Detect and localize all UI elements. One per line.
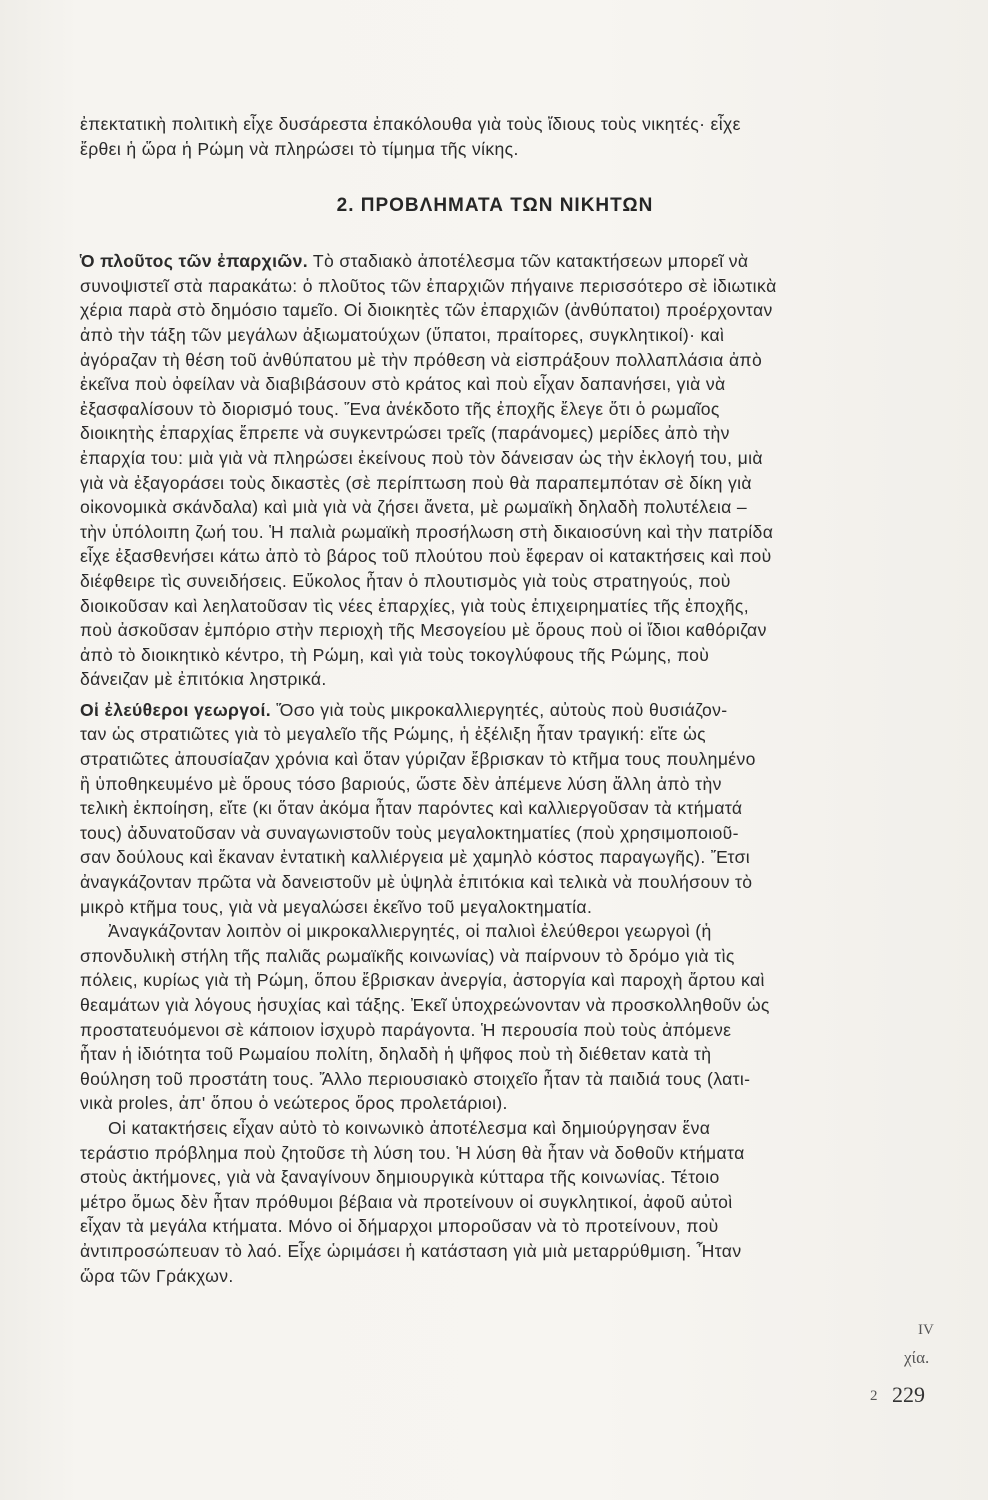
paragraph-wealth-of-provinces <box>80 249 910 692</box>
text-line: Ἀναγκάζονταν λοιπὸν οἱ μικροκαλλιεργητές, οἱ παλιοὶ ἐλεύθεροι γεωργοὶ (ἡ <box>108 921 712 942</box>
text-line-rest: Ὅσο γιὰ τοὺς μικροκαλλιεργητές, αὐτοὺς ποὺ θυσιάζον- <box>271 699 728 720</box>
text-line: μικρὸ κτῆμα τους, γιὰ νὰ μεγαλώσει ἐκεῖνο τοῦ μεγαλοκτηματία. <box>80 896 593 917</box>
text-line: διοικητὴς ἐπαρχίας ἔπρεπε νὰ συγκεντρώσει τρεῖς (παράνομες) μερίδες ἀπὸ τὴν <box>80 423 730 444</box>
text-line: ἦταν ἡ ἰδιότητα τοῦ Ρωμαίου πολίτη, δηλαδὴ ἡ ψῆφος ποὺ τὴ διέθεταν κατὰ τὴ <box>80 1044 712 1065</box>
text-line: ἀναγκάζονταν πρῶτα νὰ δανειστοῦν μὲ ὑψηλὰ ἐπιτόκια καὶ τελικὰ νὰ πουλήσουν τὸ <box>80 872 753 893</box>
paragraph-lead: Ὁ πλοῦτος τῶν ἐπαρχιῶν. <box>80 251 308 272</box>
margin-note: 2 <box>870 1388 878 1404</box>
text-line: νικὰ proles, ἀπ' ὅπου ὁ νεώτερος ὅρος προλετάριοι). <box>80 1093 508 1114</box>
paragraph-free-farmers <box>80 698 910 919</box>
text-line: δάνειζαν μὲ ἐπιτόκια ληστρικά. <box>80 669 327 690</box>
page-number: 229 <box>892 1382 925 1407</box>
text-line: Οἱ κατακτήσεις εἶχαν αὐτὸ τὸ κοινωνικὸ ἀποτέλεσμα καὶ δημιούργησαν ἕνα <box>108 1117 711 1138</box>
text-line <box>80 249 910 274</box>
paragraph-lead: Οἱ ἐλεύθεροι γεωργοί. <box>80 699 271 720</box>
section-heading: 2. ΠΡΟΒΛΗΜΑΤΑ ΤΩΝ ΝΙΚΗΤΩΝ <box>336 195 654 217</box>
text-line: χέρια παρὰ στὸ δημόσιο ταμεῖο. Οἱ διοικητὲς τῶν ἐπαρχιῶν (ἀνθύπατοι) προέρχονταν <box>80 300 773 321</box>
text-line <box>80 698 910 723</box>
text-line: ἀπὸ τὴν τάξη τῶν μεγάλων ἀξιωματούχων (ὕπατοι, πραίτορες, συγκλητικοί)· καὶ <box>80 324 725 345</box>
text-line: ἐπεκτατικὴ πολιτικὴ εἶχε δυσάρεστα ἐπακόλουθα γιὰ τοὺς ἴδιους τοὺς νικητές· εἶχε <box>80 114 741 134</box>
text-line: ἀντιπροσώπευαν τὸ λαό. Εἶχε ὡριμάσει ἡ κατάσταση γιὰ μιὰ μεταρρύθμιση. Ἦταν <box>80 1240 742 1261</box>
text-line: ἀγόραζαν τὴ θέση τοῦ ἀνθύπατου μὲ τὴν πρόθεση νὰ εἰσπράξουν πολλαπλάσια ἀπὸ <box>80 349 763 370</box>
text-line: στρατιῶτες ἀπουσίαζαν χρόνια καὶ ὅταν γύριζαν ἔβρισκαν τὸ κτῆμα τους πουλημένο <box>80 749 756 770</box>
text-line: γιὰ νὰ ἐξαγοράσει τοὺς δικαστὲς (σὲ περίπτωση ποὺ θὰ παραπεμπόταν σὲ δίκη γιὰ <box>80 472 752 493</box>
text-line-rest: Τὸ σταδιακὸ ἀποτέλεσμα τῶν κατακτήσεων μπορεῖ νὰ <box>307 251 749 272</box>
paragraph-gracchi <box>80 1116 910 1288</box>
text-line: ποὺ ἀσκοῦσαν ἐμπόριο στὴν περιοχὴ τῆς Μεσογείου μὲ ὅρους ποὺ οἱ ἴδιοι καθόριζαν <box>80 620 767 641</box>
text-line: εἶχε ἐξασθενήσει κάτω ἀπὸ τὸ βάρος τοῦ πλούτου ποὺ ἔφεραν οἱ κατακτήσεις καὶ ποὺ <box>80 546 772 567</box>
paragraph-urban-migration <box>80 919 910 1116</box>
text-line: ἢ ὑποθηκευμένο μὲ ὅρους τόσο βαριούς, ὥστε δὲν ἀπέμενε λύση ἄλλη ἀπὸ τὴν <box>80 773 722 794</box>
text-line: ἀπὸ τὸ διοικητικὸ κέντρο, τὴ Ρώμη, καὶ γιὰ τοὺς τοκογλύφους τῆς Ρώμης, ποὺ <box>80 644 710 665</box>
text-line: μέτρο ὅμως δὲν ἦταν πρόθυμοι βέβαια νὰ προτείνουν οἱ συγκλητικοί, ἀφοῦ αὐτοὶ <box>80 1191 733 1212</box>
margin-note: χία. <box>904 1348 930 1367</box>
text-line: συνοψιστεῖ στὰ παρακάτω: ὁ πλοῦτος τῶν ἐπαρχιῶν πήγαινε περισσότερο σὲ ἰδιωτικὰ <box>80 275 777 296</box>
text-line: στοὺς ἀκτήμονες, γιὰ νὰ ξαναγίνουν δημιουργικὰ κύτταρα τῆς κοινωνίας. Τέτοιο <box>80 1167 720 1188</box>
text-line: πόλεις, κυρίως γιὰ τὴ Ρώμη, ὅπου ἔβρισκαν ἀνεργία, ἀστοργία καὶ παροχὴ ἄρτου καὶ <box>80 970 765 991</box>
text-line: οἰκονομικὰ σκάνδαλα) καὶ μιὰ γιὰ νὰ ζήσει ἄνετα, μὲ ρωμαϊκὴ δηλαδὴ πολυτέλεια – <box>80 497 748 518</box>
text-line: εἶχαν τὰ μεγάλα κτήματα. Μόνο οἱ δήμαρχοι μποροῦσαν νὰ τὸ προτείνουν, ποὺ <box>80 1216 719 1237</box>
text-block <box>80 112 910 1288</box>
text-line: διέφθειρε τὶς συνειδήσεις. Εὔκολος ἦταν ὁ πλουτισμὸς γιὰ τοὺς στρατηγούς, ποὺ <box>80 570 731 591</box>
text-line: τελικὴ ἐκποίηση, εἴτε (κι ὅταν ἀκόμα ἦταν παρόντες καὶ καλλιεργοῦσαν τὰ κτήματά <box>80 798 743 819</box>
margin-note: IV <box>918 1322 934 1338</box>
text-line: ἔρθει ἡ ὥρα ἡ Ρώμη νὰ πληρώσει τὸ τίμημα τῆς νίκης. <box>80 138 519 159</box>
text-line: ἐξασφαλίσουν τὸ διορισμό τους. Ἕνα ἀνέκδοτο τῆς ἐποχῆς ἔλεγε ὅτι ὁ ρωμαῖος <box>80 398 720 419</box>
text-line: θεαμάτων γιὰ λόγους ἡσυχίας καὶ τάξης. Ἐκεῖ ὑποχρεώνονταν νὰ προσκολληθοῦν ὡς <box>80 995 770 1015</box>
text-line: θούληση τοῦ προστάτη τους. Ἄλλο περιουσιακὸ στοιχεῖο ἦταν τὰ παιδιά τους (λατι- <box>80 1068 751 1089</box>
text-line: τους) ἀδυνατοῦσαν νὰ συναγωνιστοῦν τοὺς μεγαλοκτηματίες (ποὺ χρησιμοποιοῦ- <box>80 822 739 843</box>
text-line: ταν ὡς στρατιῶτες γιὰ τὸ μεγαλεῖο τῆς Ρώμης, ἡ ἐξέλιξη ἦταν τραγική: εἴτε ὡς <box>80 724 706 745</box>
text-line: τὴν ὑπόλοιπη ζωή του. Ἡ παλιὰ ρωμαϊκὴ προσήλωση στὴ δικαιοσύνη καὶ τὴν πατρίδα <box>80 521 774 542</box>
text-line: διοικοῦσαν καὶ λεηλατοῦσαν τὶς νέες ἐπαρχίες, γιὰ τοὺς ἐπιχειρηματίες τῆς ἐποχῆς, <box>80 595 749 616</box>
text-line: σαν δούλους καὶ ἔκαναν ἐντατικὴ καλλιέργεια μὲ χαμηλὸ κόστος παραγωγῆς). Ἔτσι <box>80 847 751 868</box>
text-line: ὥρα τῶν Γράκχων. <box>80 1265 234 1286</box>
text-line: τεράστιο πρόβλημα ποὺ ζητοῦσε τὴ λύση του. Ἡ λύση θὰ ἦταν νὰ δοθοῦν κτήματα <box>80 1142 745 1163</box>
text-line: ἐκεῖνα ποὺ ὀφείλαν νὰ διαβιβάσουν στὸ κράτος καὶ ποὺ εἶχαν δαπανήσει, γιὰ νὰ <box>80 374 726 395</box>
text-line: σπονδυλικὴ στήλη τῆς παλιᾶς ρωμαϊκῆς κοινωνίας) νὰ παίρνουν τὸ δρόμο γιὰ τὶς <box>80 945 735 966</box>
intro-paragraph <box>80 112 910 161</box>
text-line: προστατευόμενοι σὲ κάποιον ἰσχυρὸ παράγοντα. Ἡ περουσία ποὺ τοὺς ἀπόμενε <box>80 1019 732 1040</box>
text-line: ἐπαρχία του: μιὰ γιὰ νὰ πληρώσει ἐκείνους ποὺ τὸν δάνεισαν ὡς τὴν ἐκλογή του, μιὰ <box>80 447 763 468</box>
